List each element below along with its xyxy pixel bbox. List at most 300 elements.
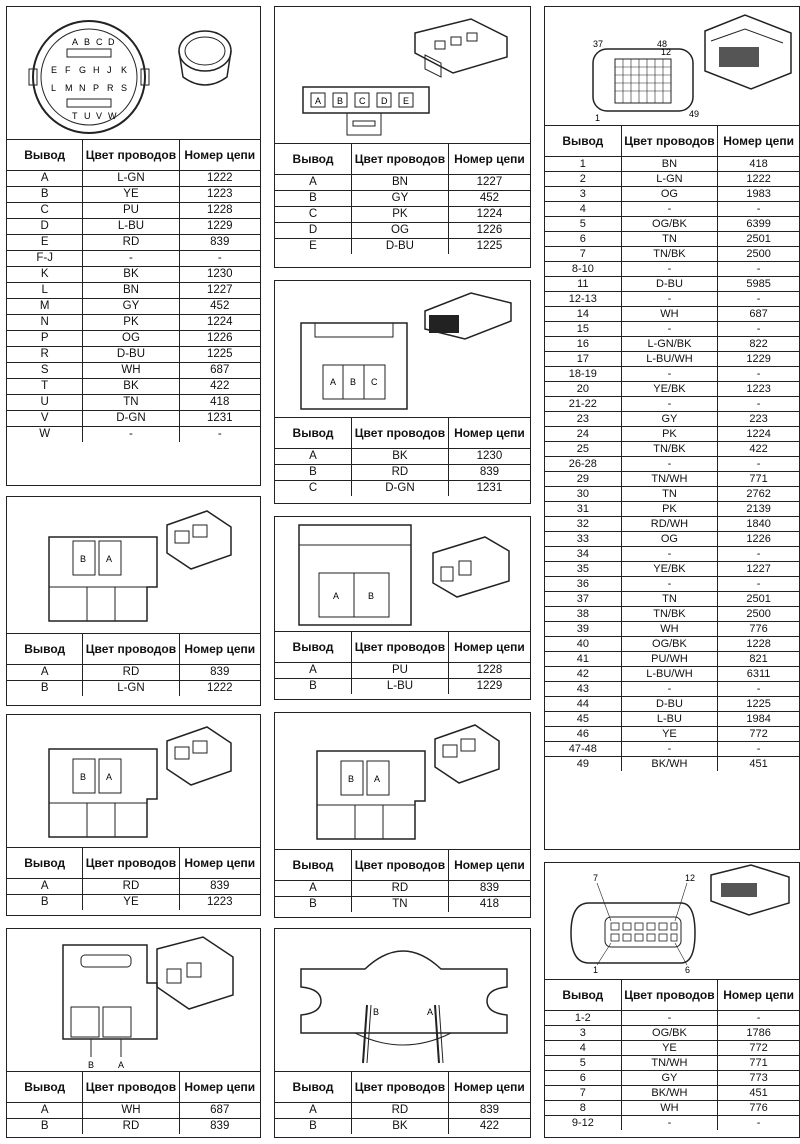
pin-cell: 5 [545,1056,621,1071]
wire-color-cell: L-BU/WH [621,352,718,367]
circuit-number-cell: 1786 [718,1026,799,1041]
table-row [545,382,799,397]
table-row [7,267,260,283]
pin-cell: 4 [545,1041,621,1056]
pin-cell: 46 [545,727,621,742]
table-row [7,411,260,427]
circuit-number-cell: 1225 [448,239,530,255]
circuit-number-cell: 1230 [448,449,530,465]
table-row [275,465,530,481]
circuit-number-cell: 2762 [718,487,799,502]
connector-diagram-8 [275,713,530,849]
circuit-number-cell: 2139 [718,502,799,517]
pin-cell: M [7,299,83,315]
table-header-row [275,1072,530,1103]
table-row [7,879,260,895]
header-pin: Вывод [275,1072,352,1103]
circuit-number-cell: 1231 [179,411,260,427]
wire-color-cell: YE/BK [621,562,718,577]
pin-cell: R [7,347,83,363]
circuit-number-cell: - [718,682,799,697]
circuit-number-cell: 1230 [179,267,260,283]
wire-color-cell: RD [83,1119,179,1135]
pin-cell: C [275,481,352,497]
pin-cell: 16 [545,337,621,352]
table-row [545,277,799,292]
circuit-number-cell: 821 [718,652,799,667]
connector-panel-6 [274,280,531,504]
circuit-number-cell: 1226 [448,223,530,239]
connector-panel-4 [6,928,261,1138]
table-row [7,219,260,235]
connector-panel-7 [274,516,531,700]
pin-cell: 1-2 [545,1011,621,1026]
pin-cell: S [7,363,83,379]
pin-label: V [96,111,103,121]
pinout-table [7,1071,260,1134]
table-row [7,395,260,411]
circuit-number-cell: 687 [718,307,799,322]
header-pin: Вывод [7,140,83,171]
header-wire-color: Цвет проводов [83,140,179,171]
pinout-table [275,143,530,254]
pin-cell: 42 [545,667,621,682]
table-row [7,235,260,251]
connector-diagram-9 [275,929,530,1071]
pin-cell: 31 [545,502,621,517]
pin-cell: 40 [545,637,621,652]
table-row [545,442,799,457]
table-row [545,562,799,577]
wire-color-cell: L-GN [621,172,718,187]
wire-color-cell: RD [352,465,449,481]
circuit-number-cell: 839 [448,465,530,481]
circuit-number-cell: 1225 [179,347,260,363]
pin-cell: 32 [545,517,621,532]
table-row [7,283,260,299]
pin-label: D [108,37,115,47]
table-row [545,742,799,757]
header-circuit-number: Номер цепи [179,848,260,879]
pin-cell: 23 [545,412,621,427]
sensor-drawing [275,929,530,1071]
circuit-number-cell: - [718,1011,799,1026]
wire-color-cell: YE [83,187,179,203]
wire-color-cell: TN/WH [621,472,718,487]
pin-cell: 21-22 [545,397,621,412]
table-row [275,679,530,695]
wire-color-cell: D-BU [83,347,179,363]
table-row [545,682,799,697]
pinout-table [275,1071,530,1134]
table-row [7,895,260,911]
pin-cell: P [7,331,83,347]
circuit-number-cell: 1226 [179,331,260,347]
wire-color-cell: GY [621,412,718,427]
pin-cell: A [275,1103,352,1119]
pin-labels-bottom [72,111,117,121]
table-row [545,1011,799,1026]
connector-3d-icon [167,511,231,569]
table-header-row [545,980,799,1011]
wire-color-cell: D-GN [352,481,449,497]
wire-color-cell: BN [83,283,179,299]
pin-cell: 2 [545,172,621,187]
circuit-number-cell: - [718,547,799,562]
header-pin: Вывод [545,980,621,1011]
table-row [7,203,260,219]
wire-color-cell: D-BU [621,697,718,712]
table-row [275,175,530,191]
wire-color-cell: RD [352,1103,449,1119]
circuit-number-cell: 451 [718,1086,799,1101]
table-row [545,487,799,502]
table-row [545,532,799,547]
wire-color-cell: BK [352,449,449,465]
circuit-number-cell: 2501 [718,232,799,247]
header-wire-color: Цвет проводов [352,144,449,175]
pin-label: B [373,1007,380,1017]
circuit-number-cell: 2500 [718,247,799,262]
wire-color-cell: D-BU [621,277,718,292]
table-row [545,1071,799,1086]
pin-label: F [65,65,71,75]
wire-color-cell: TN/WH [621,1056,718,1071]
pin-cell: 20 [545,382,621,397]
connector-3d-icon [705,15,791,89]
circuit-number-cell: 1224 [179,315,260,331]
table-row [275,481,530,497]
pin-cell: V [7,411,83,427]
table-row [7,1103,260,1119]
wire-color-cell: TN [352,897,449,913]
wire-color-cell: - [621,547,718,562]
connector-panel-9 [274,928,531,1138]
pin-label: L [51,83,57,93]
wire-color-cell: L-GN [83,171,179,187]
header-wire-color: Цвет проводов [83,848,179,879]
table-row [545,1056,799,1071]
circuit-number-cell: 1222 [179,171,260,187]
pin-label: B [337,96,344,106]
wire-color-cell: - [83,427,179,443]
pin-cell: 9-12 [545,1116,621,1131]
wire-color-cell: L-GN/BK [621,337,718,352]
pin-label: B [88,1060,95,1070]
circuit-number-cell: - [718,577,799,592]
pin-cell: 7 [545,1086,621,1101]
header-circuit-number: Номер цепи [179,1072,260,1103]
pin-label: A [315,96,322,106]
pin-cell: 11 [545,277,621,292]
pin-label: G [79,65,87,75]
pinout-table [275,631,530,694]
wire-color-cell: PK [83,315,179,331]
pin-label: A [330,377,337,387]
table-row [545,577,799,592]
pin-labels-row2 [51,65,127,75]
pin-cell: F-J [7,251,83,267]
circuit-number-cell: 1223 [718,382,799,397]
header-circuit-number: Номер цепи [448,850,530,881]
wire-color-cell: PK [621,502,718,517]
header-pin: Вывод [275,632,352,663]
circuit-number-cell: 1228 [718,637,799,652]
connector-3d-icon [167,727,231,785]
wire-color-cell: WH [83,363,179,379]
circuit-number-cell: 1222 [179,681,260,697]
pin-cell: 17 [545,352,621,367]
table-row [7,299,260,315]
table-row [545,667,799,682]
pinout-table [7,633,260,696]
header-wire-color: Цвет проводов [621,126,718,157]
table-row [545,712,799,727]
connector-3d-icon [425,293,511,339]
circuit-number-cell: 1227 [179,283,260,299]
header-wire-color: Цвет проводов [352,632,449,663]
table-row [545,262,799,277]
pin-cell: 45 [545,712,621,727]
circuit-number-cell: 1229 [718,352,799,367]
connector-diagram-1 [7,7,260,139]
pin-label: 6 [685,965,691,975]
pin-label: E [51,65,58,75]
pin-label: C [359,96,366,106]
circuit-number-cell: 1229 [179,219,260,235]
pin-cell: 1 [545,157,621,172]
circuit-number-cell: 1983 [718,187,799,202]
table-row [545,457,799,472]
two-pin-connector-drawing [275,713,530,849]
table-header-row [7,140,260,171]
circuit-number-cell: 418 [179,395,260,411]
table-row [545,232,799,247]
circuit-number-cell: - [718,742,799,757]
circuit-number-cell: 422 [718,442,799,457]
circuit-number-cell: 418 [448,897,530,913]
pin-cell: 6 [545,1071,621,1086]
pin-cell: C [7,203,83,219]
circuit-number-cell: 1224 [718,427,799,442]
wire-color-cell: PK [352,207,449,223]
connector-panel-8 [274,712,531,918]
wire-color-cell: L-BU [621,712,718,727]
wire-color-cell: - [621,682,718,697]
pin-label: R [107,83,114,93]
wire-color-cell: D-BU [352,239,449,255]
pin-label: A [374,774,381,784]
pin-cell: 44 [545,697,621,712]
pin-label: A [118,1060,125,1070]
circuit-number-cell: 452 [448,191,530,207]
pin-label: A [333,591,340,601]
pin-cell: 7 [545,247,621,262]
table-header-row [275,418,530,449]
pin-label: P [93,83,100,93]
header-pin: Вывод [7,1072,83,1103]
wire-color-cell: GY [83,299,179,315]
pin-cell: 26-28 [545,457,621,472]
circuit-number-cell: - [718,322,799,337]
pin-label: 1 [593,965,599,975]
header-circuit-number: Номер цепи [448,144,530,175]
pinout-table [7,139,260,442]
pin-cell: 18-19 [545,367,621,382]
table-row [545,367,799,382]
header-circuit-number: Номер цепи [448,1072,530,1103]
wire-color-cell: RD [83,235,179,251]
wire-color-cell: L-BU [352,679,449,695]
wire-color-cell: - [621,457,718,472]
wire-color-cell: TN [83,395,179,411]
table-row [545,292,799,307]
circuit-number-cell: 839 [448,881,530,897]
pin-label: A [106,772,113,782]
header-wire-color: Цвет проводов [83,1072,179,1103]
pin-cell: 15 [545,322,621,337]
circuit-number-cell: 452 [179,299,260,315]
circuit-number-cell: 772 [718,1041,799,1056]
circuit-number-cell: 772 [718,727,799,742]
pin-cell: 25 [545,442,621,457]
table-row [545,1041,799,1056]
pin-cell: 4 [545,202,621,217]
table-header-row [275,850,530,881]
circuit-number-cell: 422 [179,379,260,395]
header-wire-color: Цвет проводов [83,634,179,665]
wire-color-cell: L-BU/WH [621,667,718,682]
wire-color-cell: PU [83,203,179,219]
pin-label: B [348,774,355,784]
circuit-number-cell: 1225 [718,697,799,712]
pin-label: N [79,83,86,93]
wire-color-cell: - [83,251,179,267]
pin-label: C [371,377,378,387]
wire-color-cell: GY [621,1071,718,1086]
pin-label: W [108,111,117,121]
circuit-number-cell: - [179,251,260,267]
table-row [545,547,799,562]
table-row [7,251,260,267]
wire-color-cell: - [621,397,718,412]
table-row [545,502,799,517]
circuit-number-cell: - [718,202,799,217]
pinout-table [275,849,530,912]
table-row [545,427,799,442]
wire-color-cell: WH [621,622,718,637]
connector-3d-icon [711,865,789,915]
pin-cell: A [7,665,83,681]
circuit-number-cell: - [718,292,799,307]
pin-label: J [107,65,112,75]
connector-diagram-10 [545,7,799,125]
wire-color-cell: BK [352,1119,449,1135]
table-row [545,1086,799,1101]
wire-color-cell: WH [621,307,718,322]
circuit-number-cell: 1227 [448,175,530,191]
circuit-number-cell: - [718,457,799,472]
circuit-number-cell: 771 [718,1056,799,1071]
wire-color-cell: - [621,577,718,592]
table-row [275,1119,530,1135]
wire-color-cell: - [621,1011,718,1026]
wire-color-cell: L-GN [83,681,179,697]
circuit-number-cell: 418 [718,157,799,172]
table-row [545,187,799,202]
multi-pin-connector-drawing [545,7,799,125]
pin-label: B [350,377,357,387]
pin-cell: A [275,175,352,191]
table-row [275,223,530,239]
circuit-number-cell: 839 [179,665,260,681]
pinout-table [7,847,260,910]
pin-label: 49 [689,109,700,119]
wire-color-cell: OG [83,331,179,347]
wire-color-cell: D-GN [83,411,179,427]
pin-label: A [106,554,113,564]
circuit-number-cell: 1227 [718,562,799,577]
pin-cell: 3 [545,1026,621,1041]
pin-cell: 14 [545,307,621,322]
header-circuit-number: Номер цепи [448,418,530,449]
wire-color-cell: - [621,202,718,217]
table-row [545,202,799,217]
circuit-number-cell: 1226 [718,532,799,547]
table-row [545,307,799,322]
table-row [545,607,799,622]
pin-cell: T [7,379,83,395]
table-row [545,622,799,637]
wire-color-cell: BK/WH [621,1086,718,1101]
pin-cell: W [7,427,83,443]
pin-label: K [121,65,128,75]
connector-panel-5 [274,6,531,268]
pinout-table [545,979,799,1130]
circuit-number-cell: 839 [179,1119,260,1135]
pin-cell: 37 [545,592,621,607]
pin-cell: C [275,207,352,223]
pin-cell: B [7,681,83,697]
table-header-row [7,848,260,879]
pin-cell: A [7,171,83,187]
table-row [7,347,260,363]
pin-labels-top [72,37,115,47]
pin-cell: 43 [545,682,621,697]
pin-cell: B [275,465,352,481]
header-wire-color: Цвет проводов [352,1072,449,1103]
three-pin-connector-drawing [275,281,530,417]
pin-label: 37 [593,39,604,49]
table-row [7,379,260,395]
circuit-number-cell: 422 [448,1119,530,1135]
circuit-number-cell: 6399 [718,217,799,232]
wire-color-cell: BN [621,157,718,172]
pin-label: 7 [593,873,599,883]
pin-label: C [96,37,103,47]
table-header-row [7,1072,260,1103]
pin-cell: 34 [545,547,621,562]
circuit-number-cell: - [718,367,799,382]
table-row [7,1119,260,1135]
circuit-number-cell: 1224 [448,207,530,223]
table-row [545,172,799,187]
pin-label: B [368,591,375,601]
pin-cell: 36 [545,577,621,592]
five-pin-connector-drawing [275,7,530,143]
circuit-number-cell: 1229 [448,679,530,695]
pin-cell: A [7,1103,83,1119]
